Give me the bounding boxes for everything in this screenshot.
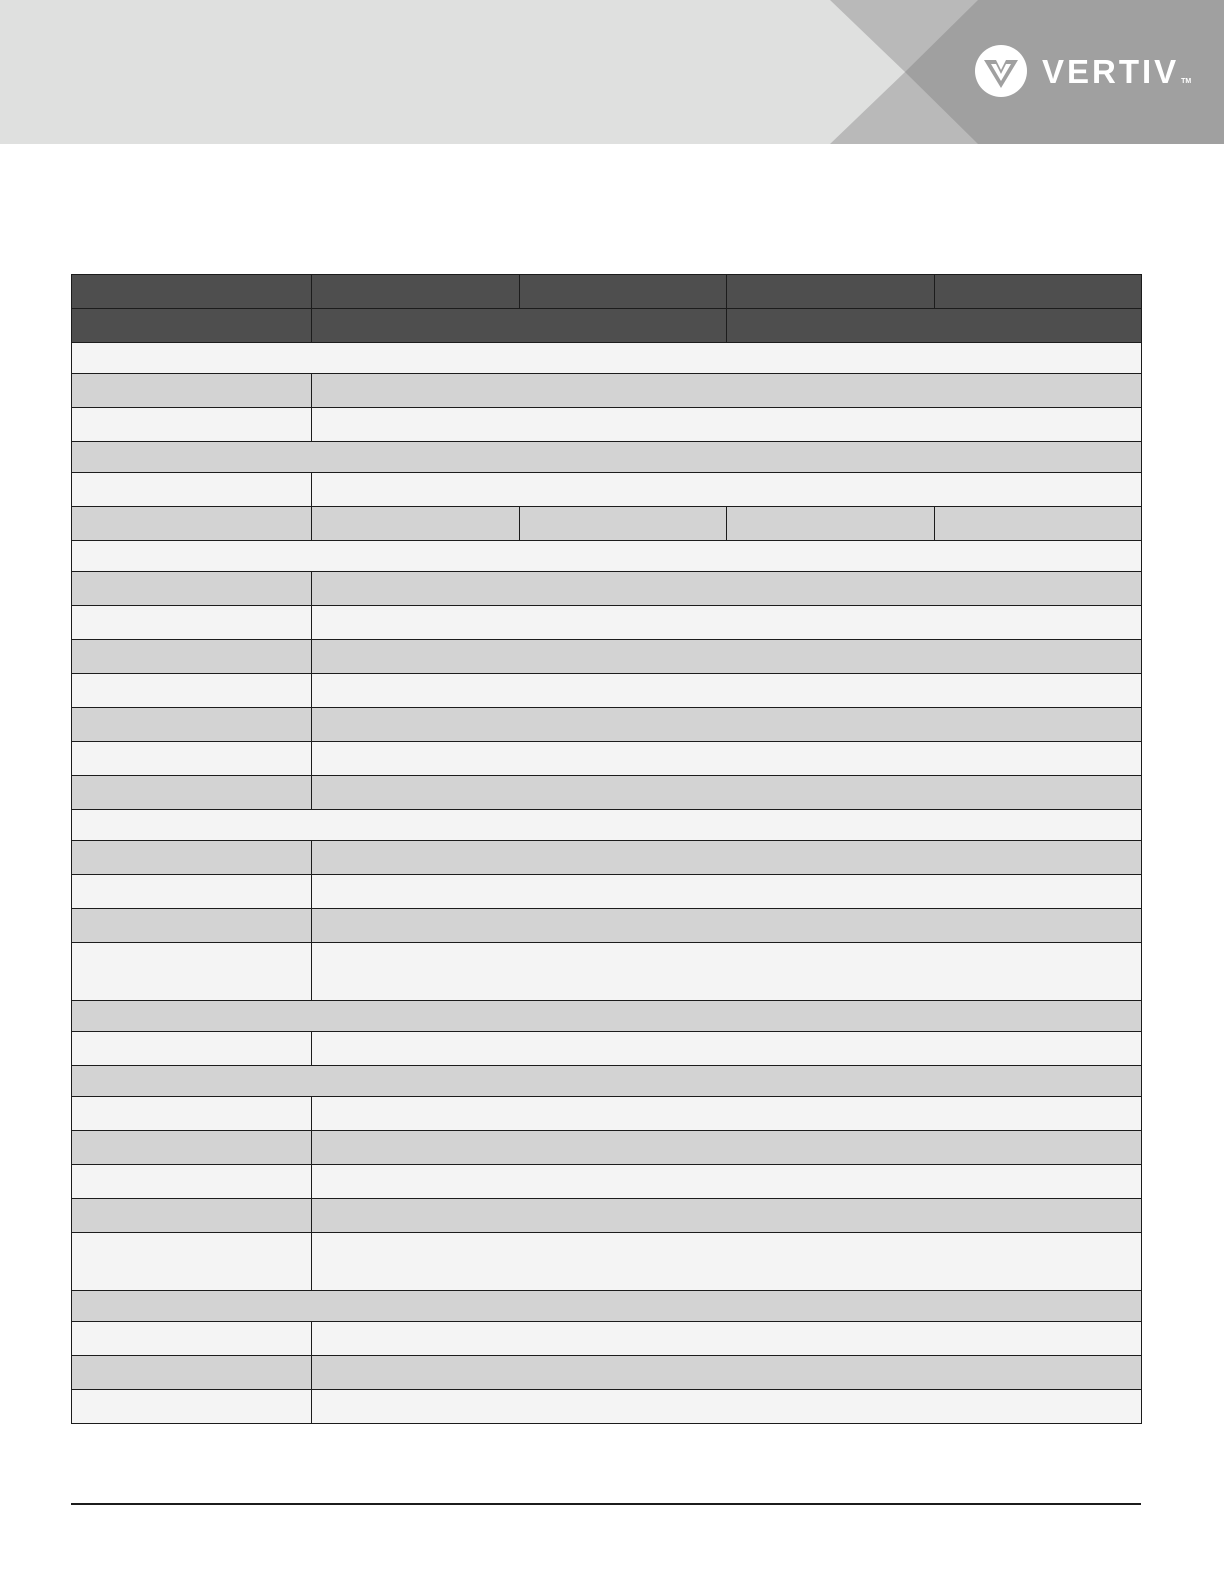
table-row — [72, 943, 1142, 1001]
row-label — [72, 1165, 312, 1199]
section-title — [72, 442, 1142, 473]
row-value — [312, 875, 1142, 909]
row-label — [72, 875, 312, 909]
table-row — [72, 572, 1142, 606]
header-cell — [72, 309, 312, 343]
row-value — [312, 606, 1142, 640]
header-cell — [312, 275, 520, 309]
row-label — [72, 1199, 312, 1233]
table-header-row — [72, 275, 1142, 309]
row-label — [72, 674, 312, 708]
section-header-row — [72, 442, 1142, 473]
table-row — [72, 1322, 1142, 1356]
table-row — [72, 841, 1142, 875]
table-row — [72, 1032, 1142, 1066]
section-header-row — [72, 810, 1142, 841]
section-title — [72, 343, 1142, 374]
row-label — [72, 374, 312, 408]
table-row — [72, 606, 1142, 640]
row-value — [312, 1032, 1142, 1066]
row-value — [312, 674, 1142, 708]
section-title — [72, 541, 1142, 572]
table-row — [72, 1356, 1142, 1390]
section-title — [72, 1291, 1142, 1322]
table-row — [72, 1131, 1142, 1165]
row-label — [72, 1390, 312, 1424]
table-row — [72, 374, 1142, 408]
row-label — [72, 708, 312, 742]
header-cell — [934, 275, 1142, 309]
section-header-row — [72, 1066, 1142, 1097]
row-value — [519, 507, 727, 541]
row-value — [934, 507, 1142, 541]
row-label — [72, 408, 312, 442]
spec-table — [71, 274, 1142, 1424]
table-row — [72, 1233, 1142, 1291]
section-title — [72, 1066, 1142, 1097]
table-row — [72, 674, 1142, 708]
row-label — [72, 1032, 312, 1066]
table-row — [72, 742, 1142, 776]
row-label — [72, 1131, 312, 1165]
table-row — [72, 1097, 1142, 1131]
row-label — [72, 606, 312, 640]
row-label — [72, 1233, 312, 1291]
table-row — [72, 776, 1142, 810]
row-value — [312, 1356, 1142, 1390]
section-header-row — [72, 343, 1142, 374]
row-value — [312, 507, 520, 541]
brand-wordmark — [1042, 53, 1192, 91]
table-row — [72, 708, 1142, 742]
table-row — [72, 909, 1142, 943]
section-header-row — [72, 1001, 1142, 1032]
row-label — [72, 776, 312, 810]
row-label — [72, 841, 312, 875]
header-cell — [72, 275, 312, 309]
row-value — [312, 640, 1142, 674]
table-row — [72, 507, 1142, 541]
table-row — [72, 1390, 1142, 1424]
row-value — [312, 473, 1142, 507]
section-header-row — [72, 1291, 1142, 1322]
table-header-row — [72, 309, 1142, 343]
row-value — [312, 408, 1142, 442]
row-value — [727, 507, 935, 541]
row-label — [72, 1356, 312, 1390]
row-value — [312, 572, 1142, 606]
row-value — [312, 1165, 1142, 1199]
row-value — [312, 776, 1142, 810]
row-value — [312, 1233, 1142, 1291]
table-row — [72, 1165, 1142, 1199]
header-banner — [0, 0, 1224, 144]
table-row — [72, 1199, 1142, 1233]
header-cell — [727, 309, 1142, 343]
table-row — [72, 875, 1142, 909]
header-cell — [519, 275, 727, 309]
row-label — [72, 1097, 312, 1131]
row-value — [312, 374, 1142, 408]
table-row — [72, 408, 1142, 442]
row-label — [72, 640, 312, 674]
row-value — [312, 1131, 1142, 1165]
vertiv-v-mark-icon — [974, 44, 1028, 98]
row-value — [312, 1199, 1142, 1233]
section-title — [72, 1001, 1142, 1032]
row-label — [72, 572, 312, 606]
row-value — [312, 1097, 1142, 1131]
row-label — [72, 507, 312, 541]
section-title — [72, 810, 1142, 841]
row-label — [72, 742, 312, 776]
row-value — [312, 742, 1142, 776]
row-value — [312, 909, 1142, 943]
row-label — [72, 943, 312, 1001]
row-value — [312, 1322, 1142, 1356]
row-value — [312, 841, 1142, 875]
header-cell — [312, 309, 727, 343]
table-row — [72, 640, 1142, 674]
footer-rule — [71, 1503, 1141, 1505]
row-label — [72, 473, 312, 507]
trademark-mark: TM — [1181, 78, 1192, 85]
row-label — [72, 909, 312, 943]
row-value — [312, 943, 1142, 1001]
row-value — [312, 1390, 1142, 1424]
row-label — [72, 1322, 312, 1356]
table-row — [72, 473, 1142, 507]
row-value — [312, 708, 1142, 742]
brand-name: VERTIV — [1042, 53, 1180, 90]
vertiv-logo — [974, 44, 1192, 98]
section-header-row — [72, 541, 1142, 572]
header-cell — [727, 275, 935, 309]
